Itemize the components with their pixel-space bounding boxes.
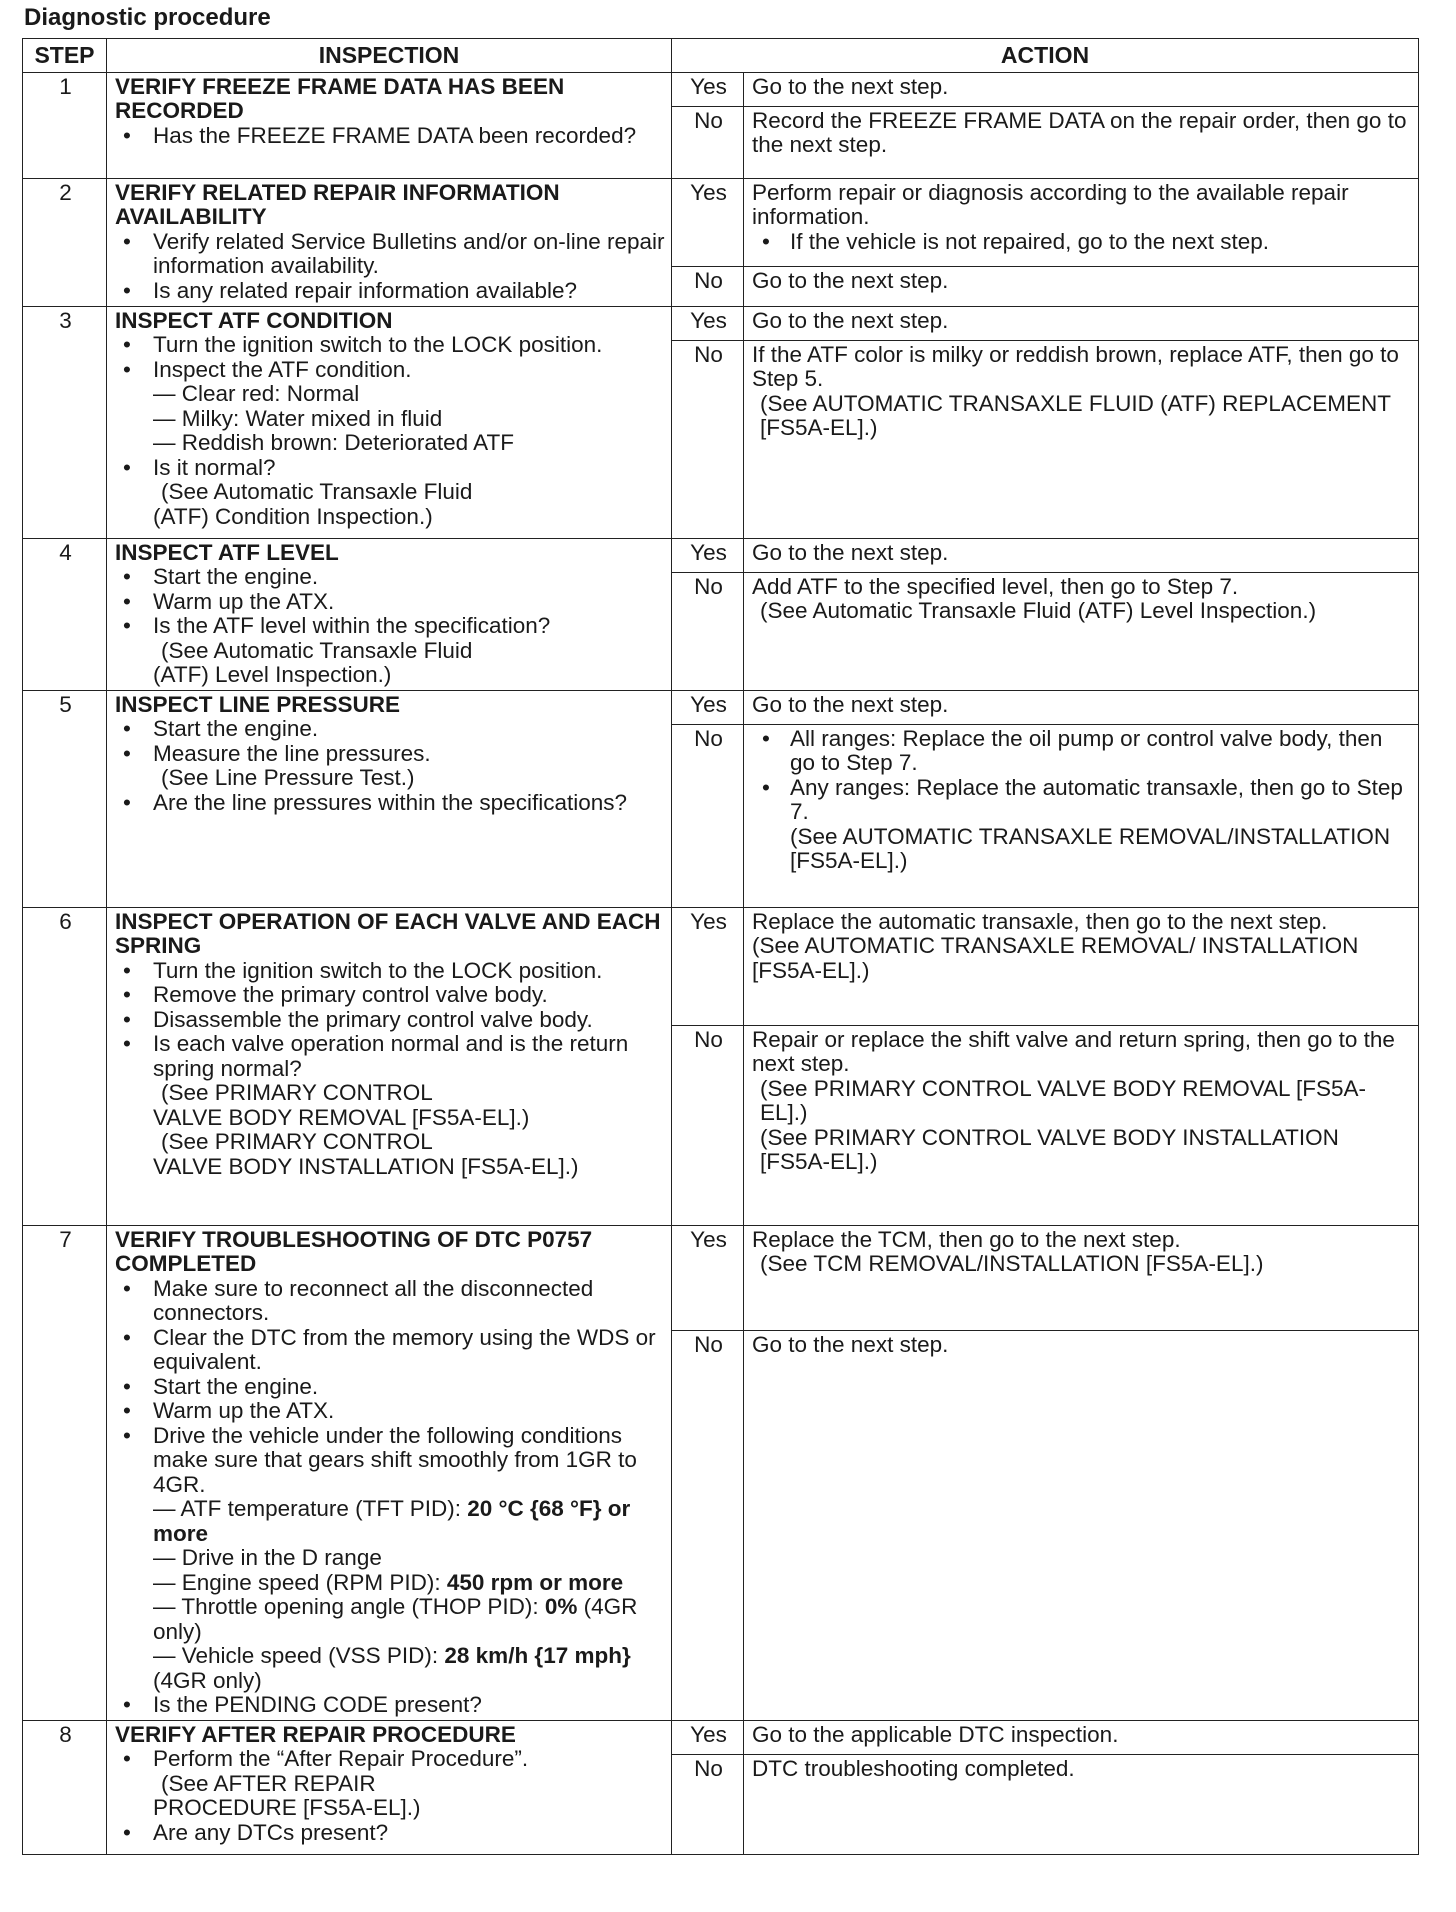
reference: (ATF) Level Inspection.) (153, 662, 392, 687)
bullet-item: • Is the PENDING CODE present? (115, 1693, 665, 1718)
condition-text: — Engine speed (RPM PID): (153, 1569, 447, 1595)
bullet-item: • Clear the DTC from the memory using the WDS or equivalent. (115, 1326, 665, 1375)
action-text: Repair or replace the shift valve and return spring, then go to the next step. (752, 1026, 1395, 1076)
bullet-item: • Warm up the ATX. (115, 590, 665, 615)
yes-action: Go to the applicable DTC inspection. (744, 1720, 1419, 1754)
bullet-list (752, 727, 1412, 874)
bullet-list (115, 959, 665, 1082)
yes-label: Yes (672, 690, 744, 724)
bullet-item: • Are the line pressures within the specifications? (115, 791, 665, 816)
bullet-item: • Are any DTCs present? (115, 1821, 665, 1846)
reference: (See TCM REMOVAL/INSTALLATION [FS5A-EL].) (760, 1251, 1264, 1276)
no-action: Record the FREEZE FRAME DATA on the repair order, then go to the next step. (744, 106, 1419, 178)
reference: (See AUTOMATIC TRANSAXLE REMOVAL/ INSTALLATION [FS5A-EL].) (752, 933, 1359, 983)
no-label: No (672, 106, 744, 178)
step-8-row-yes (23, 1720, 1419, 1754)
yes-action: Go to the next step. (744, 538, 1419, 572)
step-title: VERIFY FREEZE FRAME DATA HAS BEEN RECORDED (115, 73, 565, 123)
step-inspection (107, 538, 672, 690)
step-1-row-yes (23, 72, 1419, 106)
yes-label: Yes (672, 1720, 744, 1754)
reference: PROCEDURE [FS5A-EL].) (153, 1795, 421, 1820)
step-number: 7 (23, 1225, 107, 1720)
action-text: Perform repair or diagnosis according to the available repair information. (752, 179, 1349, 229)
bullet-item: • Is it normal? (115, 456, 665, 481)
reference: (See PRIMARY CONTROL VALVE BODY REMOVAL [FS5A-EL].) (760, 1075, 1367, 1125)
reference: (ATF) Condition Inspection.) (153, 503, 433, 529)
step-title: INSPECT LINE PRESSURE (115, 691, 401, 717)
no-action: Go to the next step. (744, 1331, 1419, 1720)
condition-value: 0% (544, 1594, 578, 1619)
step-number: 5 (23, 690, 107, 907)
step-number: 2 (23, 178, 107, 306)
bullet-list (115, 456, 665, 481)
step-7-row-yes (23, 1225, 1419, 1331)
sub-item: — Clear red: Normal (153, 381, 360, 406)
step-inspection (107, 907, 672, 1225)
bullet-item: • Drive the vehicle under the following conditions make sure that gears shift smoothly from 1GR to 4GR. (115, 1424, 665, 1498)
header-row (23, 39, 1419, 73)
step-number: 6 (23, 907, 107, 1225)
bullet-item: • Remove the primary control valve body. (115, 983, 665, 1008)
step-inspection (107, 306, 672, 538)
bullet-list (115, 565, 665, 639)
no-label: No (672, 572, 744, 690)
bullet-list (115, 1747, 665, 1772)
condition-text: — Vehicle speed (VSS PID): (153, 1643, 445, 1668)
bullet-list (115, 791, 665, 816)
bullet-item: • Perform the “After Repair Procedure”. (115, 1747, 665, 1772)
no-label: No (672, 1754, 744, 1854)
bullet-list (115, 717, 665, 766)
bullet-item: • Inspect the ATF condition. (115, 358, 665, 383)
no-action: DTC troubleshooting completed. (744, 1754, 1419, 1854)
step-title: VERIFY AFTER REPAIR PROCEDURE (115, 1721, 516, 1747)
no-label: No (672, 266, 744, 306)
reference: (See Automatic Transaxle Fluid (161, 479, 473, 504)
no-action (744, 724, 1419, 907)
step-number: 4 (23, 538, 107, 690)
yes-action (744, 178, 1419, 266)
step-inspection (107, 178, 672, 306)
step-4-row-yes (23, 538, 1419, 572)
bullet-item: • Is each valve operation normal and is the return spring normal? (115, 1032, 665, 1081)
bullet-item: • If the vehicle is not repaired, go to the next step. (752, 230, 1412, 255)
diagnostic-table (22, 38, 1419, 1855)
bullet-item: • Start the engine. (115, 1375, 665, 1400)
no-label: No (672, 1025, 744, 1225)
condition-value: 20 °C {68 °F} or more (153, 1496, 631, 1546)
step-number: 3 (23, 306, 107, 538)
reference: (See PRIMARY CONTROL VALVE BODY INSTALLATION [FS5A-EL].) (760, 1124, 1339, 1174)
bullet-list (115, 230, 665, 304)
yes-action (744, 907, 1419, 1025)
bullet-item: • Has the FREEZE FRAME DATA been recorded? (115, 124, 665, 149)
sub-item: — Reddish brown: Deteriorated ATF (153, 430, 514, 455)
yes-label: Yes (672, 72, 744, 106)
step-6-row-yes (23, 907, 1419, 1025)
bullet-item: • Warm up the ATX. (115, 1399, 665, 1424)
step-inspection (107, 72, 672, 178)
bullet-item: • Start the engine. (115, 717, 665, 742)
bullet-item (752, 776, 1412, 874)
condition-value: 450 rpm or more (446, 1569, 624, 1595)
reference: (See AUTOMATIC TRANSAXLE REMOVAL/INSTALLATION [FS5A-EL].) (790, 823, 1391, 873)
yes-label: Yes (672, 907, 744, 1025)
step-inspection (107, 690, 672, 907)
step-3-row-yes (23, 306, 1419, 340)
header-inspection: INSPECTION (107, 39, 672, 73)
condition-note: (4GR only) (153, 1667, 262, 1693)
action-text: Replace the TCM, then go to the next step. (752, 1226, 1181, 1252)
condition-item (115, 1644, 665, 1693)
yes-label: Yes (672, 538, 744, 572)
condition-item (115, 1571, 665, 1596)
yes-action: Go to the next step. (744, 690, 1419, 724)
reference: VALVE BODY INSTALLATION [FS5A-EL].) (153, 1153, 579, 1179)
reference: (See PRIMARY CONTROL (161, 1129, 433, 1154)
bullet-item: • Make sure to reconnect all the disconnected connectors. (115, 1277, 665, 1326)
bullet-item: • Start the engine. (115, 565, 665, 590)
step-title: VERIFY TROUBLESHOOTING OF DTC P0757 COMPLETED (115, 1226, 593, 1276)
step-inspection (107, 1225, 672, 1720)
action-text: If the ATF color is milky or reddish brown, replace ATF, then go to Step 5. (752, 341, 1399, 391)
condition-text: — ATF temperature (TFT PID): (153, 1496, 468, 1521)
sub-item: — Milky: Water mixed in fluid (153, 405, 443, 431)
bullet-list (115, 1693, 665, 1718)
reference: (See Automatic Transaxle Fluid (161, 637, 473, 663)
step-title: VERIFY RELATED REPAIR INFORMATION AVAILABILITY (115, 179, 560, 229)
condition-item (115, 1595, 665, 1644)
bullet-item: • Verify related Service Bulletins and/or on-line repair information availability. (115, 230, 665, 279)
reference: (See Line Pressure Test.) (161, 765, 415, 790)
header-step: STEP (23, 39, 107, 73)
bullet-list (115, 333, 665, 382)
header-action: ACTION (672, 39, 1419, 73)
bullet-item: • Measure the line pressures. (115, 742, 665, 767)
no-action: Go to the next step. (744, 266, 1419, 306)
yes-label: Yes (672, 306, 744, 340)
reference: (See Automatic Transaxle Fluid (ATF) Level Inspection.) (760, 598, 1317, 623)
condition-item: — Drive in the D range (153, 1545, 382, 1570)
step-title: INSPECT ATF LEVEL (115, 539, 339, 565)
bullet-item: • Turn the ignition switch to the LOCK position. (115, 333, 665, 358)
bullet-list (115, 1821, 665, 1846)
no-action (744, 1025, 1419, 1225)
yes-action (744, 1225, 1419, 1331)
step-number: 8 (23, 1720, 107, 1854)
action-text: Replace the automatic transaxle, then go to the next step. (752, 908, 1328, 934)
step-2-row-yes (23, 178, 1419, 266)
no-label: No (672, 340, 744, 538)
page-title: Diagnostic procedure (24, 4, 271, 31)
yes-action: Go to the next step. (744, 72, 1419, 106)
no-label: No (672, 724, 744, 907)
yes-label: Yes (672, 178, 744, 266)
step-inspection (107, 1720, 672, 1854)
condition-item (115, 1497, 665, 1546)
step-number: 1 (23, 72, 107, 178)
bullet-list (752, 230, 1412, 255)
bullet-item: • All ranges: Replace the oil pump or control valve body, then go to Step 7. (752, 727, 1412, 776)
bullet-text: • Any ranges: Replace the automatic transaxle, then go to Step 7. (790, 774, 1403, 824)
condition-value: 28 km/h {17 mph} (444, 1643, 631, 1668)
step-title: INSPECT ATF CONDITION (115, 307, 393, 333)
bullet-list (115, 1277, 665, 1498)
bullet-item: • Is the ATF level within the specification? (115, 614, 665, 639)
reference: (See AFTER REPAIR (161, 1770, 376, 1796)
step-title: INSPECT OPERATION OF EACH VALVE AND EACH SPRING (115, 908, 661, 958)
reference: VALVE BODY REMOVAL [FS5A-EL].) (153, 1104, 530, 1130)
yes-action: Go to the next step. (744, 306, 1419, 340)
condition-note: (4GR only) (153, 1594, 638, 1644)
step-5-row-yes (23, 690, 1419, 724)
bullet-item: • Disassemble the primary control valve body. (115, 1008, 665, 1033)
reference: (See PRIMARY CONTROL (161, 1080, 433, 1105)
no-action (744, 340, 1419, 538)
condition-text: — Throttle opening angle (THOP PID): (153, 1594, 545, 1619)
reference: (See AUTOMATIC TRANSAXLE FLUID (ATF) REPLACEMENT [FS5A-EL].) (760, 390, 1391, 440)
action-text: Add ATF to the specified level, then go to Step 7. (752, 573, 1239, 599)
no-action (744, 572, 1419, 690)
bullet-item: • Turn the ignition switch to the LOCK position. (115, 959, 665, 984)
yes-label: Yes (672, 1225, 744, 1331)
bullet-item: • Is any related repair information available? (115, 279, 665, 304)
bullet-list (115, 124, 665, 149)
no-label: No (672, 1331, 744, 1720)
